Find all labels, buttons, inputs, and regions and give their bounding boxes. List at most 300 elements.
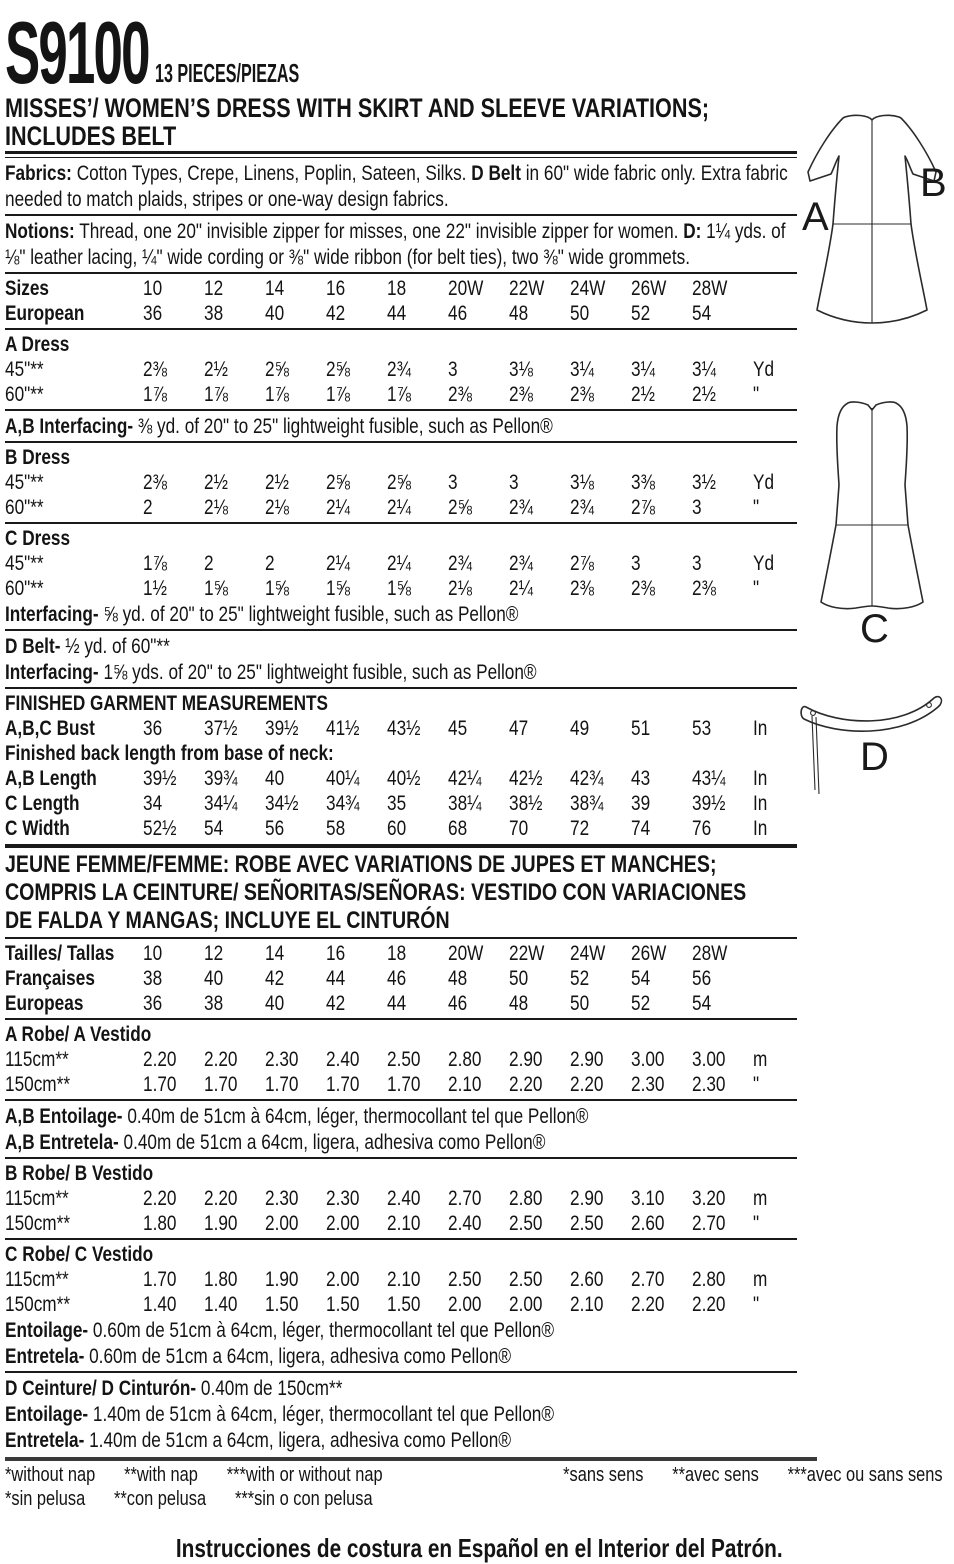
table-cell-text: 70 — [509, 816, 529, 840]
table-cell — [509, 816, 570, 841]
table-cell-text: 22W — [509, 276, 545, 300]
footnote-item: **with nap — [124, 1463, 198, 1486]
unit-cell — [753, 1211, 795, 1236]
table-cell — [570, 495, 631, 520]
table-cell-text: 58 — [326, 816, 346, 840]
metric-table-a-robe — [5, 1047, 954, 1097]
table-cell-text: 3 — [448, 357, 458, 381]
table-cell-text: 2⅞ — [631, 495, 655, 519]
row-label — [5, 991, 143, 1016]
d-entretela-note — [5, 1427, 954, 1453]
dress-c-back-view-illustration — [790, 390, 954, 650]
table-cell-text: 2.60 — [631, 1211, 665, 1235]
table-cell — [509, 1267, 570, 1292]
table-cell-text: 2.70 — [448, 1186, 482, 1210]
table-cell — [387, 470, 448, 495]
table-cell — [631, 1292, 692, 1317]
section-b-dress: B Dress — [5, 445, 71, 469]
bold-text: Entoilage- — [5, 1402, 89, 1426]
table-cell-text: 2¼ — [387, 551, 411, 575]
table-cell — [509, 382, 570, 407]
unit-cell-text: Yd — [753, 470, 775, 494]
table-cell-text: 26W — [631, 941, 667, 965]
table-cell — [387, 1267, 448, 1292]
table-cell — [448, 1186, 509, 1211]
table-cell — [692, 301, 753, 326]
table-cell — [631, 1211, 692, 1236]
table-cell-text: 2.20 — [631, 1292, 665, 1316]
table-cell-text: 40½ — [387, 766, 421, 790]
table-cell — [570, 941, 631, 966]
table-cell — [326, 1186, 387, 1211]
text: 1.40m de 51cm à 64cm, léger, thermocollant tel que Pellon® — [88, 1402, 554, 1426]
table-cell — [692, 966, 753, 991]
table-row — [5, 816, 954, 841]
table-cell — [387, 1047, 448, 1072]
table-cell — [570, 791, 631, 816]
pattern-number-wrap — [5, 3, 155, 102]
table-cell — [265, 551, 326, 576]
table-cell-text: 2⅜ — [509, 382, 533, 406]
section-c-dress: C Dress — [5, 526, 71, 550]
table-cell — [570, 766, 631, 791]
table-cell-text: 34¼ — [204, 791, 238, 815]
table-cell — [448, 576, 509, 601]
table-cell — [631, 357, 692, 382]
footnote-item: *sin pelusa — [5, 1487, 86, 1510]
table-cell — [326, 357, 387, 382]
table-cell — [265, 1047, 326, 1072]
table-cell — [143, 1292, 204, 1317]
row-label — [5, 941, 143, 966]
table-cell — [326, 382, 387, 407]
table-cell — [387, 301, 448, 326]
table-cell — [143, 816, 204, 841]
text: 0.60m de 51cm a 64cm, ligera, adhesiva como Pellon® — [84, 1344, 511, 1368]
table-cell — [692, 276, 753, 301]
table-cell-text: 52 — [631, 301, 651, 325]
table-cell — [448, 816, 509, 841]
table-cell — [326, 1072, 387, 1097]
table-cell — [631, 791, 692, 816]
table-cell-text: 1⅝ — [204, 576, 228, 600]
table-cell — [570, 1186, 631, 1211]
table-cell-text: 1⅝ — [387, 576, 411, 600]
table-cell-text: 40¼ — [326, 766, 360, 790]
table-cell-text: 1.90 — [204, 1211, 238, 1235]
table-row — [5, 1072, 954, 1097]
table-cell-text: 2⅛ — [448, 576, 472, 600]
unit-cell — [753, 816, 795, 841]
table-cell — [387, 791, 448, 816]
table-cell-text: 2.60 — [570, 1267, 604, 1291]
table-cell — [570, 382, 631, 407]
table-cell-text: 2¾ — [387, 357, 411, 381]
table-cell-text: 2.80 — [692, 1267, 726, 1291]
table-cell — [692, 766, 753, 791]
table-cell-text: 3 — [448, 470, 458, 494]
row-label-text: 45"** — [5, 357, 44, 381]
table-cell-text: 1⅝ — [326, 576, 350, 600]
table-cell — [509, 276, 570, 301]
table-cell-text: 52 — [570, 966, 590, 990]
bold-text: Interfacing- — [5, 660, 99, 684]
table-cell — [326, 791, 387, 816]
table-cell-text: 2¼ — [509, 576, 533, 600]
footnote-item: **avec sens — [672, 1463, 759, 1486]
table-cell — [143, 1047, 204, 1072]
footnote-item: *without nap — [5, 1463, 96, 1486]
table-cell-text: 2⅜ — [692, 576, 716, 600]
table-cell-text: 43 — [631, 766, 651, 790]
row-label — [5, 1072, 143, 1097]
section-finished-measurements: FINISHED GARMENT MEASUREMENTS — [5, 691, 328, 715]
footnotes-row-1 — [5, 1463, 949, 1487]
dress-ab-back-view-illustration — [790, 104, 954, 344]
table-cell — [570, 966, 631, 991]
row-label-text: 45"** — [5, 470, 44, 494]
divider — [5, 629, 797, 631]
table-cell — [692, 495, 753, 520]
table-cell-text: 2⅞ — [570, 551, 594, 575]
section-c-robe: C Robe/ C Vestido — [5, 1242, 154, 1266]
row-label — [5, 791, 143, 816]
table-cell-text: 2.00 — [326, 1211, 360, 1235]
table-cell — [387, 716, 448, 741]
unit-cell — [753, 382, 795, 407]
unit-cell-text: " — [753, 1211, 760, 1235]
unit-cell — [753, 1267, 795, 1292]
table-cell — [326, 495, 387, 520]
belt-d-illustration — [790, 686, 954, 804]
table-cell — [448, 991, 509, 1016]
unit-cell — [753, 1292, 795, 1317]
table-cell — [204, 991, 265, 1016]
table-cell-text: 2⅝ — [265, 357, 289, 381]
unit-cell — [753, 941, 795, 966]
table-cell — [509, 966, 570, 991]
table-cell-text: 50 — [509, 966, 529, 990]
table-cell — [265, 1292, 326, 1317]
table-cell — [204, 382, 265, 407]
table-cell — [143, 1072, 204, 1097]
table-cell-text: 41½ — [326, 716, 360, 740]
unit-cell-text: m — [753, 1267, 768, 1291]
table-cell — [509, 495, 570, 520]
table-cell-text: 3½ — [692, 470, 716, 494]
table-cell — [692, 716, 753, 741]
table-cell — [387, 1292, 448, 1317]
table-cell-text: 1.70 — [387, 1072, 421, 1096]
text: 1.40m de 51cm a 64cm, ligera, adhesiva como Pellon® — [84, 1428, 511, 1452]
table-cell — [570, 576, 631, 601]
table-cell — [692, 470, 753, 495]
table-cell-text: 42 — [265, 966, 285, 990]
table-cell-text: 44 — [387, 301, 407, 325]
unit-cell-text: " — [753, 382, 760, 406]
bold-text: Interfacing- — [5, 602, 99, 626]
table-cell-text: 38½ — [509, 791, 543, 815]
table-cell-text: 2.50 — [509, 1211, 543, 1235]
table-cell — [143, 766, 204, 791]
table-cell-text: 1.70 — [204, 1072, 238, 1096]
table-cell — [631, 276, 692, 301]
table-cell — [387, 276, 448, 301]
table-row — [5, 941, 954, 966]
table-cell — [692, 941, 753, 966]
table-cell-text: 2⅝ — [326, 470, 350, 494]
french-spanish-title: JEUNE FEMME/FEMME: ROBE AVEC VARIATIONS DE JUPES ET MANCHES; COMPRIS LA CEINTURE/ SEÑORITAS/SEÑORAS: VESTIDO CON VARIACIONES DE FALDA Y MANGAS; INCLUYE EL CINTURÓN — [5, 851, 747, 934]
table-cell — [204, 791, 265, 816]
c-entretela-note — [5, 1343, 954, 1369]
footnotes-english — [5, 1463, 411, 1487]
table-cell-text: 2¼ — [326, 495, 350, 519]
table-cell-text: 3.10 — [631, 1186, 665, 1210]
table-cell-text: 2.90 — [570, 1186, 604, 1210]
table-cell-text: 2.70 — [631, 1267, 665, 1291]
divider — [5, 687, 797, 689]
label-a: A — [802, 195, 829, 239]
unit-cell-text: In — [753, 791, 768, 815]
unit-cell-text: " — [753, 576, 760, 600]
table-cell-text: 2.20 — [570, 1072, 604, 1096]
unit-cell — [753, 791, 795, 816]
table-cell-text: 68 — [448, 816, 468, 840]
table-cell-text: 2 — [204, 551, 214, 575]
table-cell-text: 40 — [265, 991, 285, 1015]
row-label-text: 115cm** — [5, 1047, 69, 1071]
table-cell — [265, 766, 326, 791]
table-cell-text: 10 — [143, 276, 163, 300]
table-cell-text: 2½ — [204, 470, 228, 494]
table-cell — [570, 470, 631, 495]
table-cell-text: 38 — [143, 966, 163, 990]
table-cell — [326, 941, 387, 966]
table-cell-text: 1.40 — [204, 1292, 238, 1316]
table-cell-text: 53 — [692, 716, 712, 740]
table-cell — [387, 766, 448, 791]
table-cell-text: 3¼ — [692, 357, 716, 381]
table-cell — [448, 1072, 509, 1097]
table-cell — [692, 1267, 753, 1292]
table-cell — [631, 382, 692, 407]
table-cell-text: 3¼ — [570, 357, 594, 381]
table-row — [5, 991, 954, 1016]
table-cell — [448, 551, 509, 576]
table-cell-text: 3⅛ — [570, 470, 594, 494]
table-cell-text: 2¾ — [509, 495, 533, 519]
table-cell-text: 1⅞ — [265, 382, 289, 406]
table-cell-text: 60 — [387, 816, 407, 840]
divider — [5, 441, 797, 443]
table-cell — [143, 382, 204, 407]
table-cell-text: 2.30 — [631, 1072, 665, 1096]
table-cell-text: 2.80 — [509, 1186, 543, 1210]
unit-cell — [753, 551, 795, 576]
table-cell — [509, 941, 570, 966]
text: 0.40m de 51cm a 64cm, ligera, adhesiva como Pellon® — [118, 1130, 546, 1154]
table-cell-text: 54 — [692, 301, 712, 325]
table-cell — [631, 495, 692, 520]
table-cell — [204, 1186, 265, 1211]
bold-text: D Belt- — [5, 634, 61, 658]
table-cell — [143, 991, 204, 1016]
table-cell-text: 2½ — [265, 470, 289, 494]
table-cell — [204, 470, 265, 495]
table-cell — [204, 766, 265, 791]
unit-cell — [753, 966, 795, 991]
divider — [5, 1099, 797, 1101]
table-cell — [387, 1072, 448, 1097]
footnote-divider — [5, 1457, 817, 1461]
table-cell — [387, 576, 448, 601]
table-cell-text: 2.00 — [265, 1211, 299, 1235]
table-cell-text: 2⅜ — [143, 357, 167, 381]
table-cell — [570, 1292, 631, 1317]
table-cell-text: 42¼ — [448, 766, 482, 790]
table-cell-text: 2.10 — [387, 1267, 421, 1291]
table-cell-text: 22W — [509, 941, 545, 965]
table-cell — [265, 276, 326, 301]
divider — [5, 1238, 797, 1240]
table-cell-text: 50 — [570, 991, 590, 1015]
table-cell-text: 3 — [509, 470, 519, 494]
table-cell — [631, 470, 692, 495]
table-cell — [143, 576, 204, 601]
table-cell — [631, 991, 692, 1016]
table-cell-text: 1⅞ — [143, 382, 167, 406]
table-cell — [204, 1292, 265, 1317]
unit-cell — [753, 301, 795, 326]
table-cell-text: 12 — [204, 941, 224, 965]
text: ⅝ yd. of 20" to 25" lightweight fusible, such as Pellon® — [98, 602, 519, 626]
table-cell-text: 48 — [509, 301, 529, 325]
row-label-text: C Width — [5, 816, 70, 840]
row-label — [5, 1186, 143, 1211]
table-cell — [509, 1186, 570, 1211]
bold-text: Entretela- — [5, 1344, 85, 1368]
footnote-item: *sans sens — [563, 1463, 644, 1486]
table-cell-text: 56 — [265, 816, 285, 840]
divider — [5, 272, 797, 274]
table-cell — [509, 1047, 570, 1072]
table-cell — [204, 1072, 265, 1097]
text: Thread, one 20" invisible zipper for misses, one 22" invisible zipper for women. — [74, 219, 684, 243]
unit-cell-text: In — [753, 766, 768, 790]
divider — [5, 1157, 797, 1159]
title-rule — [5, 151, 797, 158]
table-cell — [448, 941, 509, 966]
table-cell-text: 2⅜ — [143, 470, 167, 494]
table-cell — [387, 357, 448, 382]
row-label — [5, 470, 143, 495]
table-cell-text: 2 — [265, 551, 275, 575]
table-cell — [204, 551, 265, 576]
table-cell-text: 2.40 — [387, 1186, 421, 1210]
table-cell-text: 24W — [570, 276, 606, 300]
table-cell — [631, 1267, 692, 1292]
table-cell — [143, 495, 204, 520]
table-cell-text: 28W — [692, 941, 728, 965]
table-cell-text: 34 — [143, 791, 163, 815]
row-label — [5, 1267, 143, 1292]
table-cell — [631, 576, 692, 601]
unit-cell-text: m — [753, 1047, 768, 1071]
bold-text: A,B Entretela- — [5, 1130, 119, 1154]
table-cell-text: 18 — [387, 276, 407, 300]
table-cell — [692, 816, 753, 841]
table-cell-text: 46 — [448, 991, 468, 1015]
table-row — [5, 966, 954, 991]
row-label-text: 45"** — [5, 551, 44, 575]
text: 1¼ yds. of ⅛" leather lacing, ¼" wide cording or ⅜" wide ribbon (for belt ties), two ⅜" wide grommets. — [5, 219, 786, 269]
page-title: MISSES’/ WOMEN’S DRESS WITH SKIRT AND SLEEVE VARIATIONS; INCLUDES BELT — [5, 93, 710, 151]
table-cell — [692, 1186, 753, 1211]
table-cell — [326, 816, 387, 841]
unit-cell-text: In — [753, 716, 768, 740]
table-cell-text: 38¾ — [570, 791, 604, 815]
row-label-text: A,B,C Bust — [5, 716, 95, 740]
table-cell-text: 2⅝ — [326, 357, 350, 381]
table-cell-text: 38¼ — [448, 791, 482, 815]
table-cell — [631, 816, 692, 841]
table-cell — [387, 1186, 448, 1211]
table-cell-text: 2 — [143, 495, 153, 519]
table-cell-text: 28W — [692, 276, 728, 300]
table-cell — [448, 470, 509, 495]
row-label — [5, 716, 143, 741]
table-cell-text: 76 — [692, 816, 712, 840]
table-cell — [509, 766, 570, 791]
table-cell-text: 3¼ — [631, 357, 655, 381]
table-cell-text: 54 — [204, 816, 224, 840]
table-cell-text: 42½ — [509, 766, 543, 790]
table-cell-text: 51 — [631, 716, 651, 740]
table-cell — [509, 301, 570, 326]
table-cell-text: 2.30 — [265, 1186, 299, 1210]
table-cell-text: 3⅛ — [509, 357, 533, 381]
unit-cell — [753, 716, 795, 741]
table-cell-text: 20W — [448, 941, 484, 965]
table-cell — [265, 357, 326, 382]
table-cell-text: 52 — [631, 991, 651, 1015]
table-cell-text: 2.30 — [326, 1186, 360, 1210]
row-label-text: 115cm** — [5, 1267, 69, 1291]
table-cell — [204, 1267, 265, 1292]
table-cell-text: 12 — [204, 276, 224, 300]
table-cell — [326, 276, 387, 301]
table-cell-text: 46 — [387, 966, 407, 990]
table-cell — [631, 766, 692, 791]
table-cell-text: 48 — [509, 991, 529, 1015]
table-cell — [204, 576, 265, 601]
table-cell — [143, 470, 204, 495]
table-cell-text: 2⅜ — [448, 382, 472, 406]
table-cell-text: 2.20 — [509, 1072, 543, 1096]
table-cell — [265, 966, 326, 991]
unit-cell — [753, 766, 795, 791]
table-cell-text: 2.20 — [143, 1047, 177, 1071]
row-label-text: 150cm** — [5, 1072, 71, 1096]
table-cell — [265, 301, 326, 326]
table-cell — [631, 941, 692, 966]
text: 0.60m de 51cm à 64cm, léger, thermocollant tel que Pellon® — [88, 1318, 554, 1342]
unit-cell — [753, 276, 795, 301]
footnote-item: **con pelusa — [114, 1487, 207, 1510]
table-cell — [631, 1047, 692, 1072]
table-cell-text: 2.50 — [509, 1267, 543, 1291]
table-cell-text: 39½ — [143, 766, 177, 790]
